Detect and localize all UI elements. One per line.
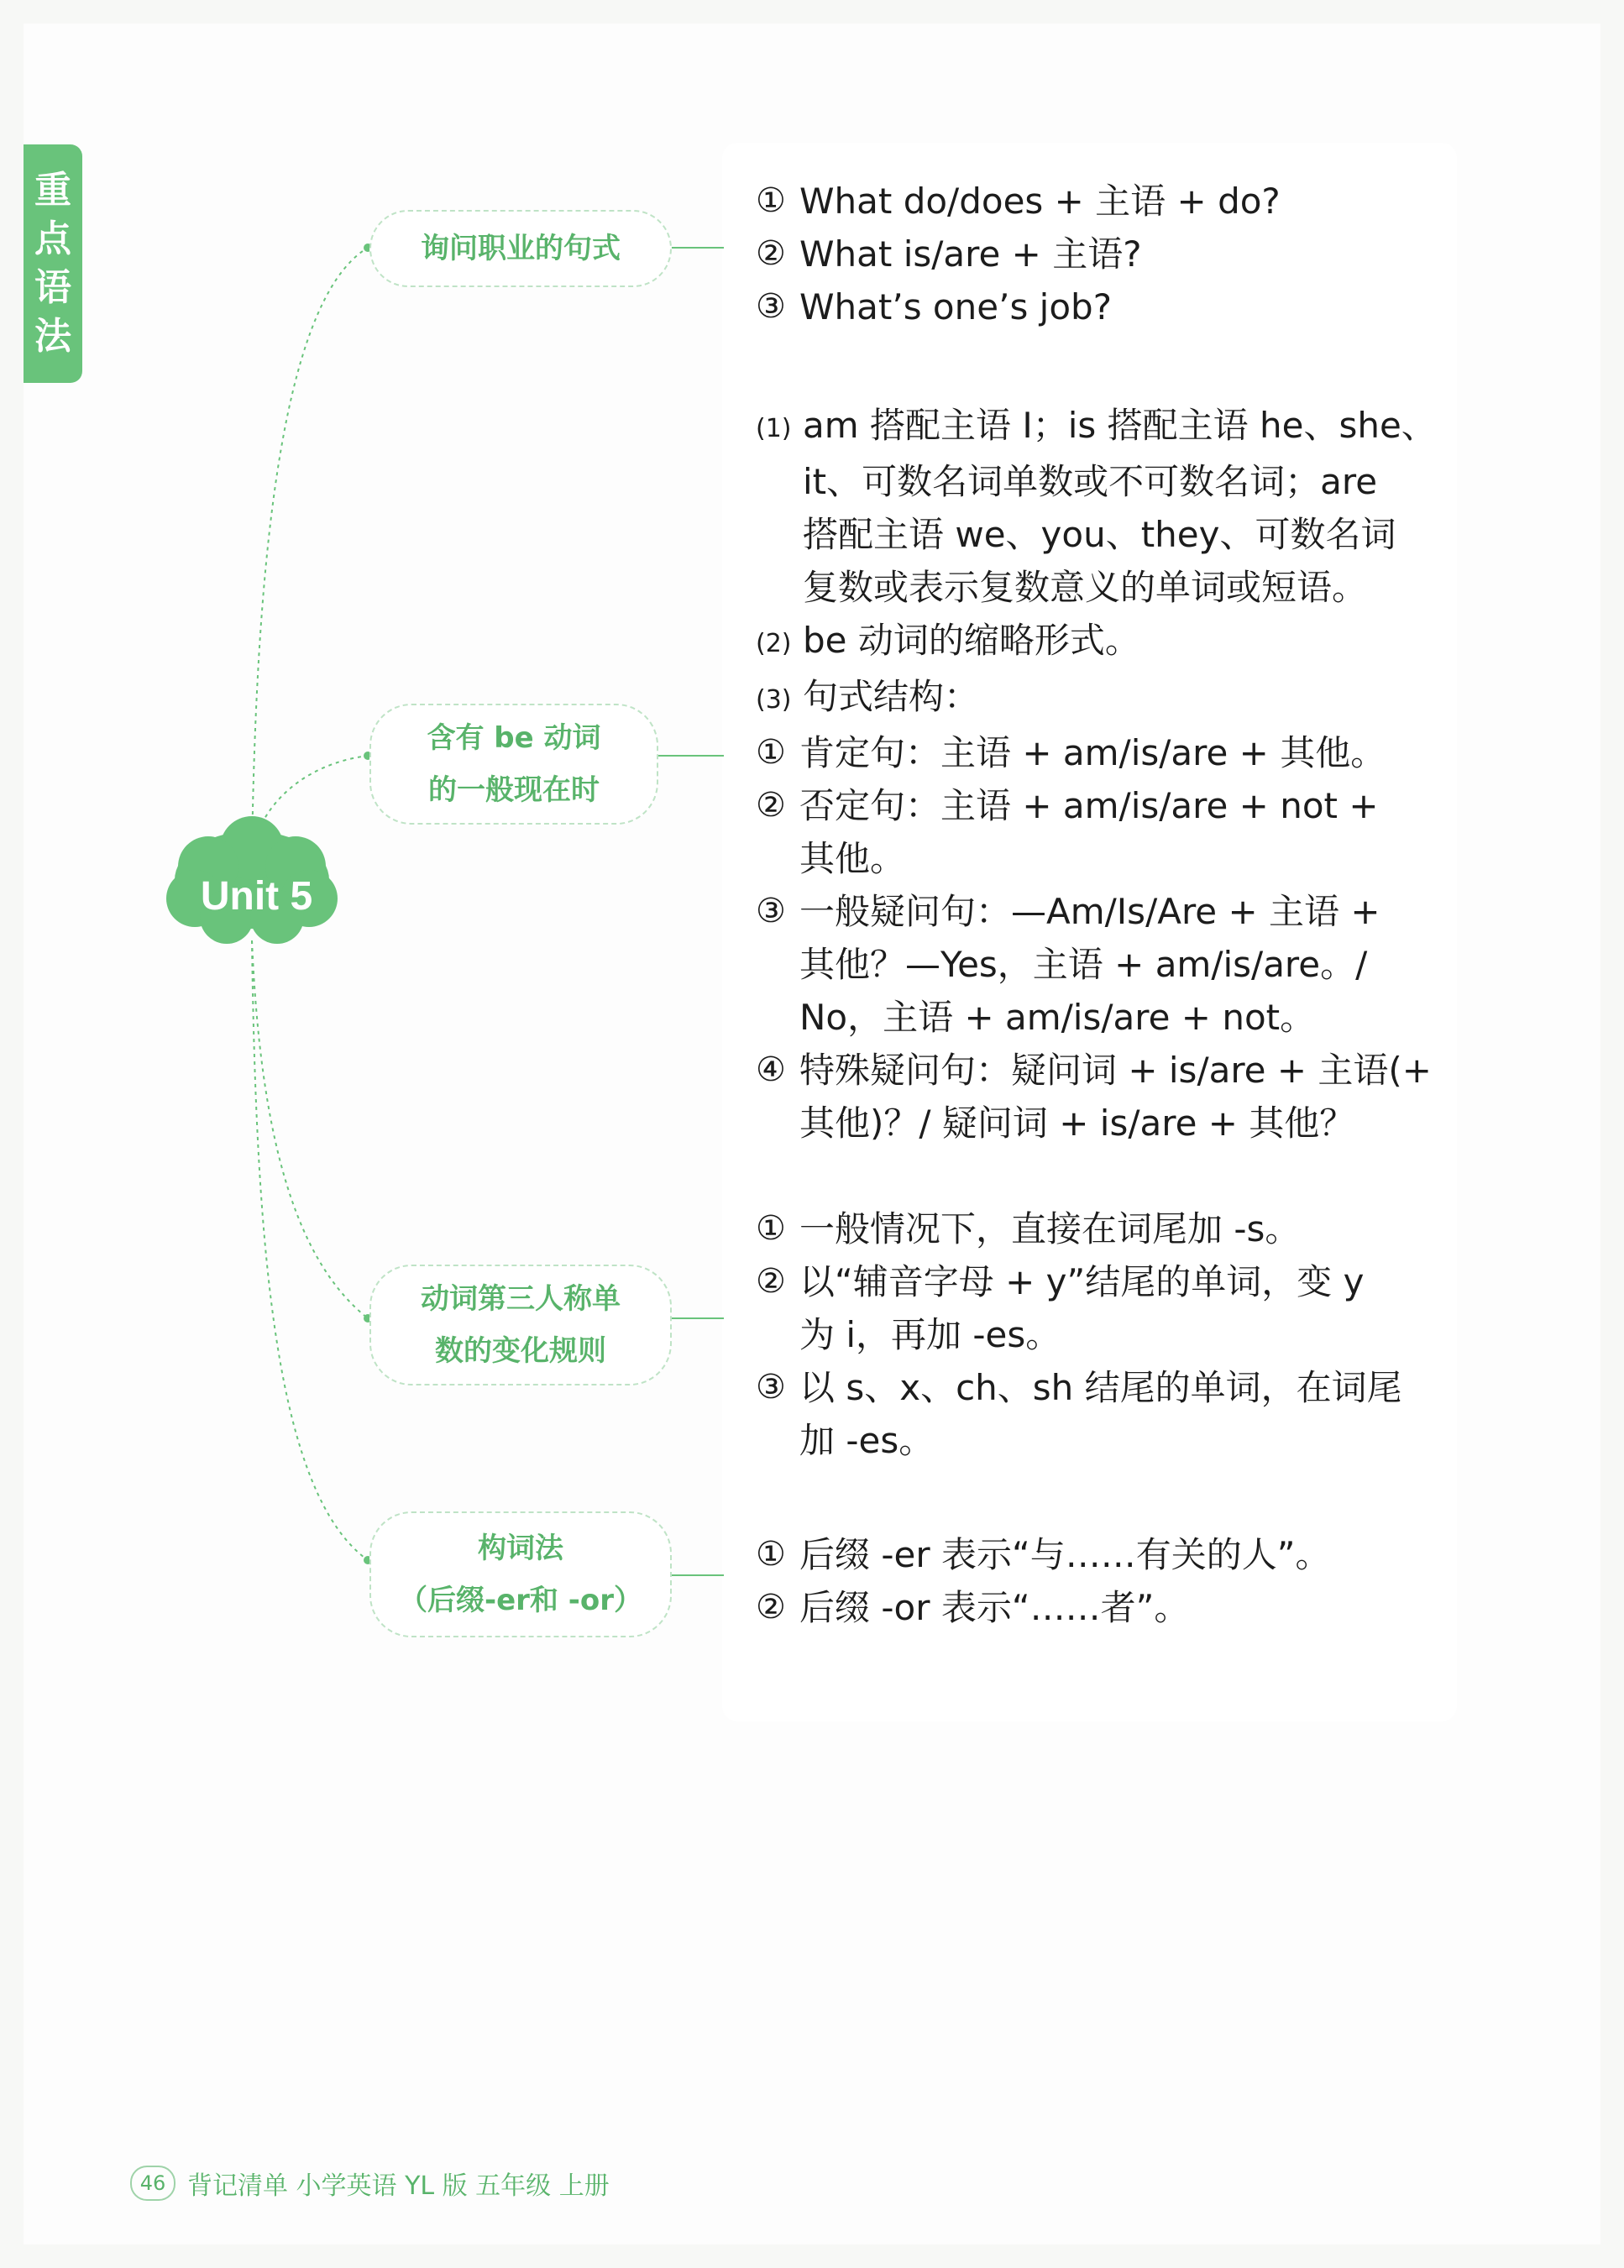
item-marker: (2) <box>756 629 792 658</box>
item-text: 为 i，再加 -es。 <box>799 1314 1061 1355</box>
list-item <box>756 1361 1402 1414</box>
topic-line: 的一般现在时 <box>428 773 600 807</box>
item-text: What’s one’s job? <box>799 286 1112 327</box>
list-item <box>756 779 1437 832</box>
item-marker: ④ <box>756 1050 786 1089</box>
list-item <box>756 670 1437 726</box>
item-marker: (1) <box>756 414 792 443</box>
item-text: 一般情况下，直接在词尾加 -s。 <box>799 1208 1301 1249</box>
list-item <box>756 399 1437 455</box>
item-text: it、可数名词单数或不可数名词；are <box>803 461 1378 502</box>
item-text: 否定句：主语 + am/is/are + not + <box>799 785 1379 826</box>
item-text: 后缀 -er 表示“与……有关的人”。 <box>799 1534 1331 1575</box>
page-footer <box>130 2165 610 2202</box>
item-text: 其他？—Yes，主语 + am/is/are。/ <box>799 944 1368 985</box>
list-item <box>756 228 1281 280</box>
list-item <box>756 885 1437 938</box>
item-marker: ③ <box>756 287 786 326</box>
topic-word-formation <box>369 1511 672 1637</box>
item-marker: (3) <box>756 685 792 715</box>
topic-line: 含有 be 动词 <box>427 721 601 755</box>
section-tab-char: 法 <box>34 315 71 358</box>
topic-line: 询问职业的句式 <box>421 232 621 265</box>
topic-line: 构词法 <box>478 1532 563 1565</box>
item-text: What is/are + 主语? <box>799 233 1142 275</box>
item-text: 后缀 -or 表示“……者”。 <box>799 1587 1190 1628</box>
section-tab-char: 重 <box>34 169 71 212</box>
list-item <box>756 280 1281 333</box>
item-text: No，主语 + am/is/are + not。 <box>799 997 1316 1038</box>
topic-line: （后缀-er和 -or） <box>398 1584 642 1617</box>
list-item <box>756 1581 1330 1634</box>
item-marker: ① <box>756 1209 786 1248</box>
list-item <box>756 614 1437 670</box>
item-text: am 搭配主语 I；is 搭配主语 he、she、 <box>803 405 1437 446</box>
topic-be-verb <box>369 704 658 825</box>
list-item <box>756 1202 1402 1255</box>
item-text: 其他)？/ 疑问词 + is/are + 其他？ <box>799 1103 1355 1144</box>
item-text: 句式结构： <box>803 676 980 717</box>
list-item <box>756 726 1437 779</box>
item-text: 以 s、x、ch、sh 结尾的单词，在词尾 <box>799 1367 1402 1408</box>
item-text: 特殊疑问句：疑问词 + is/are + 主语(+ <box>799 1050 1432 1091</box>
item-text: 其他。 <box>799 838 906 879</box>
topic-third-person <box>369 1265 672 1385</box>
topic-line: 数的变化规则 <box>435 1334 606 1368</box>
third-person-content <box>756 1202 1402 1467</box>
list-item <box>756 1044 1437 1097</box>
topic-job-question <box>369 210 672 287</box>
item-text: 以“辅音字母 + y”结尾的单词，变 y <box>799 1261 1365 1302</box>
item-marker: ② <box>756 234 786 273</box>
topic-line: 动词第三人称单 <box>421 1282 621 1316</box>
item-text: 加 -es。 <box>799 1420 935 1461</box>
item-text: 搭配主语 we、you、they、可数名词 <box>803 514 1396 555</box>
item-marker: ② <box>756 786 786 825</box>
item-text: What do/does + 主语 + do? <box>799 181 1281 222</box>
job-question-content <box>756 175 1281 333</box>
word-formation-content <box>756 1528 1330 1634</box>
item-text: be 动词的缩略形式。 <box>803 620 1140 661</box>
unit-label: Unit 5 <box>200 874 313 919</box>
item-text: 肯定句：主语 + am/is/are + 其他。 <box>799 732 1386 773</box>
footer-text: 背记清单 小学英语 YL 版 五年级 上册 <box>187 2171 610 2201</box>
item-marker: ③ <box>756 892 786 930</box>
item-marker: ② <box>756 1262 786 1301</box>
item-text: 一般疑问句：—Am/Is/Are + 主语 + <box>799 891 1380 932</box>
section-tab-char: 语 <box>34 266 71 309</box>
list-item <box>756 1255 1402 1308</box>
item-marker: ① <box>756 1535 786 1574</box>
item-marker: ① <box>756 181 786 220</box>
item-marker: ② <box>756 1588 786 1626</box>
item-marker: ③ <box>756 1368 786 1406</box>
page-number: 46 <box>130 2166 175 2201</box>
list-item <box>756 1528 1330 1581</box>
item-marker: ① <box>756 733 786 772</box>
list-item <box>756 175 1281 228</box>
section-tab-char: 点 <box>34 217 71 260</box>
be-verb-content <box>756 399 1437 1150</box>
item-text: 复数或表示复数意义的单词或短语。 <box>803 567 1368 608</box>
